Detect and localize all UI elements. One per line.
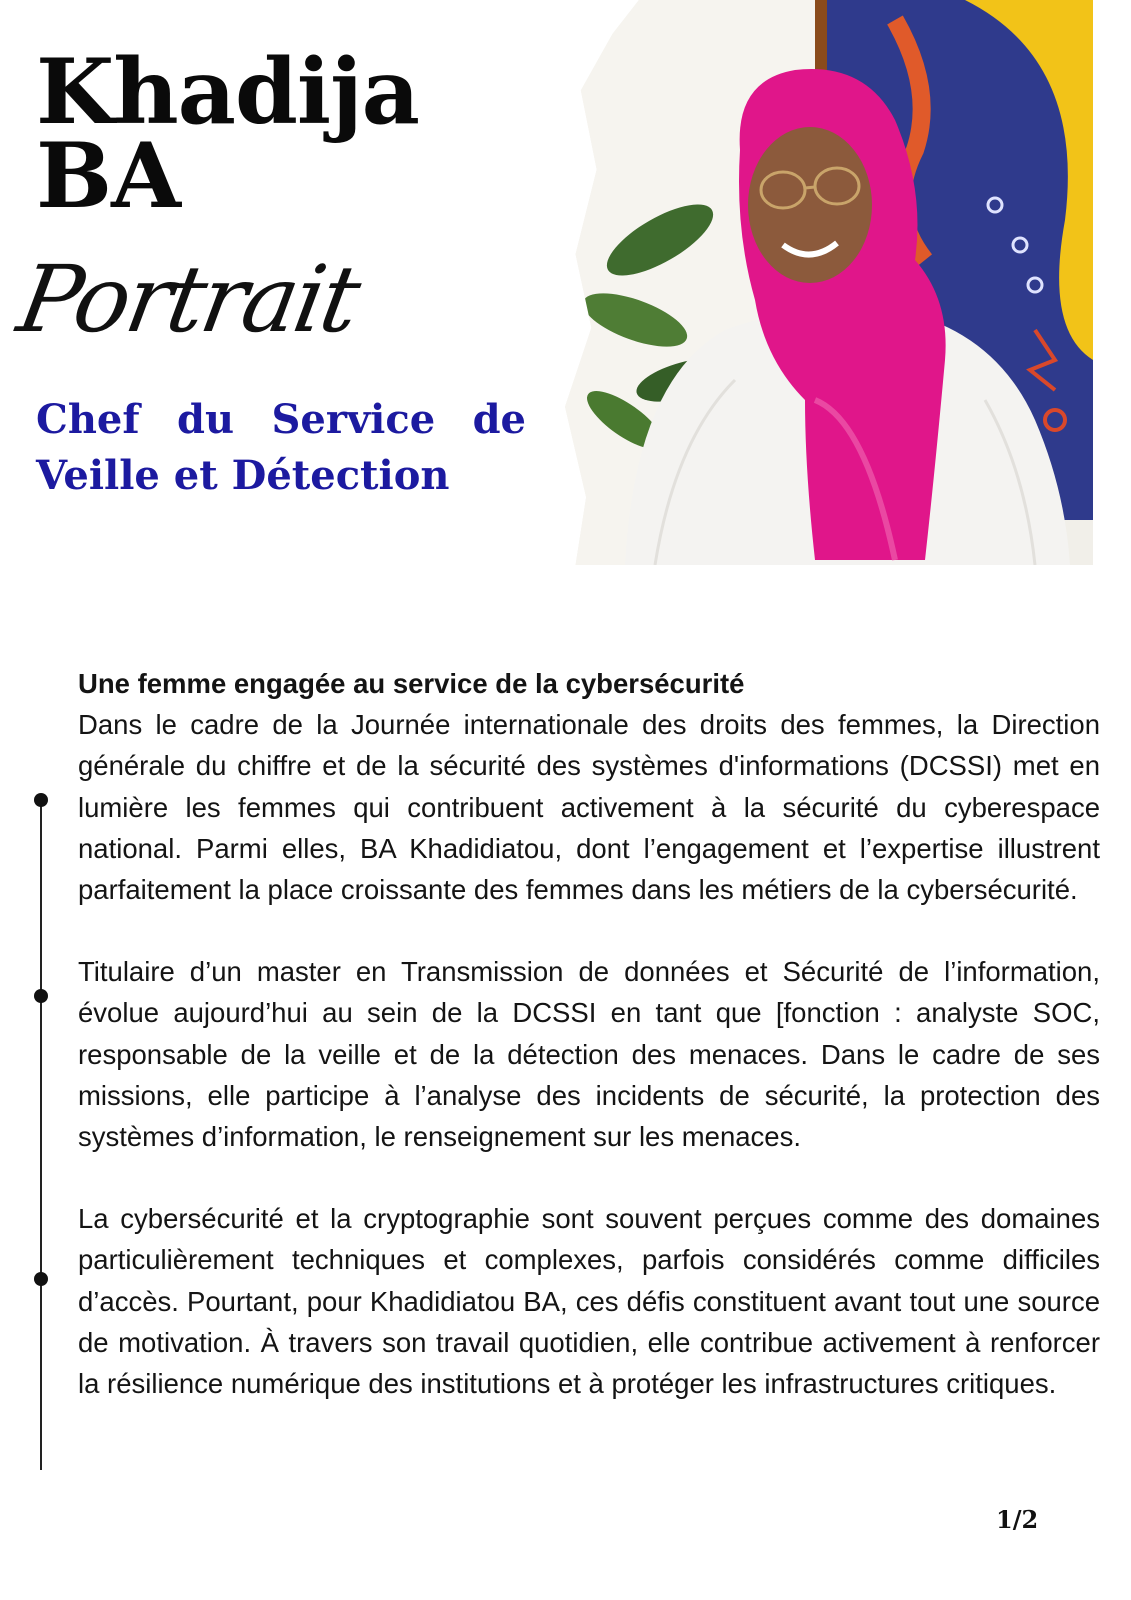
page-number: 1/2	[996, 1505, 1039, 1534]
portrait-photo	[565, 0, 1093, 565]
job-title-line1	[36, 392, 526, 448]
timeline-dot	[34, 989, 48, 1003]
job-title	[36, 392, 526, 504]
paragraph-text: Titulaire d’un master en Transmission de données et Sécurité de l’information, évolue aujourd’hui au sein de la DCSSI en tant que [fonction : analyste SOC, responsable de la veille et de la détection des menaces. Dans le cadre de ses missions, elle participe à l’analyse des incidents de sécurité, la protection des systèmes d’information, le renseignement sur les menaces.	[78, 956, 1100, 1153]
job-title-word: Service	[271, 396, 436, 443]
paragraph-text: La cybersécurité et la cryptographie sont souvent perçues comme des domaines particulièrement techniques et complexes, parfois considérés comme difficiles d’accès. Pourtant, pour Khadidiatou BA, ces défis constituent avant tout une source de motivation. À travers son travail quotidien, elle contribue activement à renforcer la résilience numérique des institutions et à protéger les infrastructures critiques.	[78, 1203, 1100, 1400]
job-title-word: du	[177, 396, 235, 443]
job-title-word: de	[472, 396, 526, 443]
timeline-dot	[34, 793, 48, 807]
last-name: BA	[36, 123, 180, 229]
timeline-dot	[34, 1272, 48, 1286]
article-body	[78, 663, 1100, 1404]
section-label: Portrait	[10, 246, 366, 353]
person-name	[36, 39, 419, 229]
timeline-line	[40, 800, 42, 1470]
first-name: Khadija	[36, 39, 419, 145]
article-heading: Une femme engagée au service de la cybersécurité	[78, 668, 745, 699]
paragraph-text: Dans le cadre de la Journée internationale des droits des femmes, la Direction générale du chiffre et de la sécurité des systèmes d'informations (DCSSI) met en lumière les femmes qui contribuent activement à la sécurité du cyberespace national. Parmi elles, BA Khadidiatou, dont l’engagement et l’expertise illustrent parfaitement la place croissante des femmes dans les métiers de la cybersécurité.	[78, 709, 1100, 906]
paragraph-intro	[78, 663, 1100, 910]
job-title-word: Chef	[36, 396, 140, 443]
job-title-line2: Veille et Détection	[36, 452, 450, 499]
